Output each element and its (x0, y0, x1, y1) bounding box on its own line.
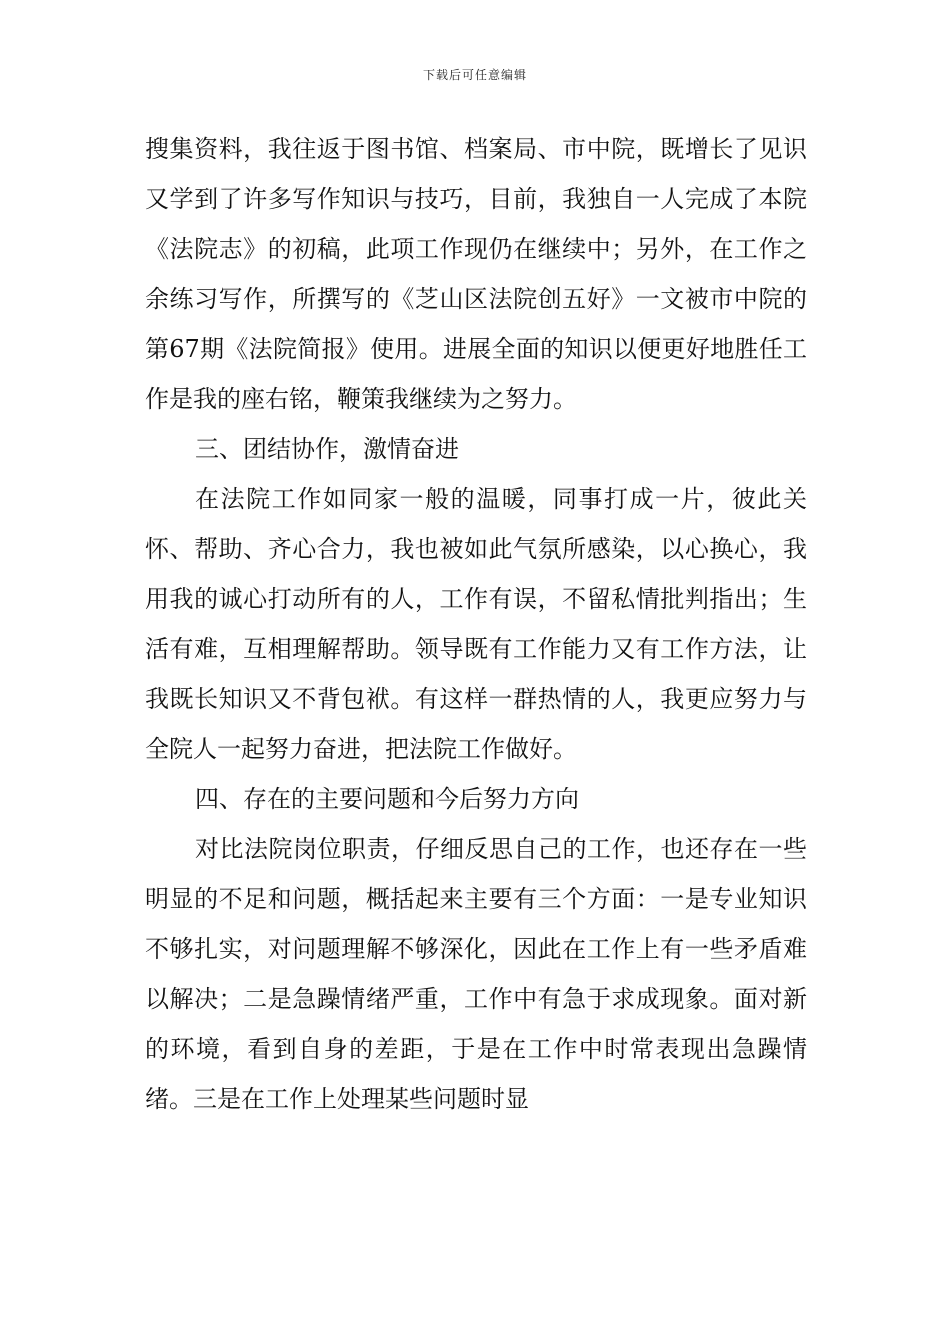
document-body (145, 124, 807, 1124)
section-heading-3: 三、团结协作，激情奋进 (195, 435, 459, 463)
paragraph-problems: 对比法院岗位职责，仔细反思自己的工作，也还存在一些明显的不足和问题，概括起来主要有三个方面：一是专业知识不够扎实，对问题理解不够深化，因此在工作上有一些矛盾难以解决；二是急躁情绪严重，工作中有急于求成现象。面对新的环境，看到自身的差距，于是在工作中时常表现出急躁情绪。三是在工作上处理某些问题时显 (145, 835, 807, 1113)
paragraph-teamwork: 在法院工作如同家一般的温暖，同事打成一片，彼此关怀、帮助、齐心合力，我也被如此气氛所感染，以心换心，我用我的诚心打动所有的人，工作有误，不留私情批判指出；生活有难，互相理解帮助。领导既有工作能力又有工作方法，让我既长知识又不背包袱。有这样一群热情的人，我更应努力与全院人一起努力奋进，把法院工作做好。 (145, 485, 807, 763)
page-header-note: 下载后可任意编辑 (422, 68, 527, 82)
section-heading-4: 四、存在的主要问题和今后努力方向 (195, 785, 579, 813)
paragraph-continuation: 搜集资料，我往返于图书馆、档案局、市中院，既增长了见识又学到了许多写作知识与技巧，目前，我独自一人完成了本院《法院志》的初稿，此项工作现仍在继续中；另外，在工作之余练习写作，所撰写的《芝山区法院创五好》一文被市中院的第67期《法院简报》使用。进展全面的知识以便更好地胜任工作是我的座右铭，鞭策我继续为之努力。 (145, 135, 807, 413)
